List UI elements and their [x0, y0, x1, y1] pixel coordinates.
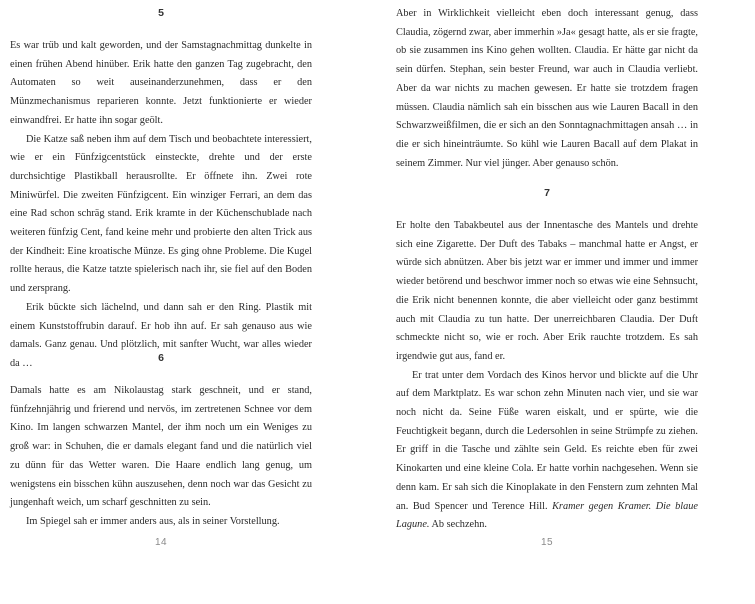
paragraph: Damals hatte es am Nikolaustag stark geschneit, und er stand, fünfzehnjährig und frierend und nervös, im zertretenen Schnee vor dem Kino. Im langen schwarzen Mantel, der ihm noch um ein Weniges zu groß war: in Schuhen, die er damals elegant fand und die natürlich viel zu dünn für das Wetter waren. Die Haare endlich lang genug, um wenigstens ein bisschen kühn auszusehen, denn noch war das Gesicht zu jungenhaft weich, um scharf geschnitten zu sein.	[10, 385, 312, 509]
paragraph-text: Er trat unter dem Vordach des Kinos hervor und blickte auf die Uhr auf dem Marktplatz. Es war schon zehn Minuten nach vier, und sie war noch nicht da. Seine Füße waren eiskalt, und er spürte, wie die Feuchtigkeit begann, durch die Ledersohlen in seine Strümpfe zu ziehen. Er griff in die Tasche und zählte sein Geld. Es reichte eben für zwei Kinokarten und eine kleine Cola. Er hatte vorhin nachgesehen. Wenn sie denn kam. Er sah sich die Kinoplakate in den Fenstern zum zehnten Mal an. Bud Spencer und Terence Hill.	[396, 369, 698, 512]
paragraph: Im Spiegel sah er immer anders aus, als in seiner Vorstellung.	[26, 515, 280, 527]
page-number: 14	[154, 537, 168, 548]
chapter-number: 7	[544, 187, 550, 199]
paragraph	[396, 367, 698, 535]
paragraph: Erik bückte sich lächelnd, und dann sah er den Ring. Plastik mit einem Kunststoffrubin darauf. Er hob ihn auf. Er sah genauso aus wie damals. Ganz genau. Und plötzlich, mit sanfter Wucht, war alles wieder da …	[10, 301, 312, 369]
left-page	[10, 0, 312, 604]
page-number: 15	[540, 537, 554, 548]
chapter-6-continuation	[396, 5, 698, 173]
paragraph: Aber in Wirklichkeit vielleicht eben doch interessant genug, dass Claudia, zögernd zwar, aber immerhin »Ja« gesagt hatte, als er sie fragte, ob sie zusammen ins Kino gehen wollten. Claudia. Er hätte gar nicht da sein dürfen. Stephan, sein bester Freund, war auch in Claudia verliebt. Aber da war nichts zu machen gewesen. Er hatte sie trotzdem fragen müssen. Claudia nämlich sah ein bisschen aus wie Lauren Bacall in den Schwarzweißfilmen, die er sich an den Sonntagnachmittagen ansah … in die er sich hineinträumte. So kühl wie Lauren Bacall auf dem Plakat in seinem Zimmer. Nur viel jünger. Aber genauso schön.	[396, 8, 698, 169]
chapter-5	[10, 6, 312, 374]
chapter-number: 5	[158, 7, 164, 19]
chapter-number: 6	[158, 352, 164, 364]
paragraph: Es war trüb und kalt geworden, und der Samstagnachmittag dunkelte in einen frühen Abend hinüber. Erik hatte den ganzen Tag zugebracht, den Automaten so weit auseinanderzunehmen, dass er den Münzmechanismus reparieren konnte. Jetzt funktionierte er wieder einwandfrei. Er hatte ihn sogar geölt.	[10, 40, 312, 126]
paragraph-tail: Ab sechzehn.	[431, 519, 487, 531]
paragraph: Die Katze saß neben ihm auf dem Tisch und beobachtete interessiert, wie er ein Fünfzigcentstück einsteckte, drehte und der erste durchsichtige Plastikball herausrollte. Er öffnete ihn. Zwei rote Miniwürfel. Die zweiten Fünfzigcent. Ein winziger Ferrari, an dem das eine Rad schon schräg stand. Erik kramte in der Küchenschublade nach weiteren fünfzig Cent, fand keine mehr und probierte den alten Trick aus der Kindheit: Eine kroatische Münze. Es ging ohne Probleme. Die Kugel rollte heraus, die Katze tatzte spielerisch nach ihr, sie fiel auf den Boden und zersprang.	[10, 133, 312, 295]
paragraph: Er holte den Tabakbeutel aus der Innentasche des Mantels und drehte sich eine Zigarette. Der Duft des Tabaks – manchmal hatte er Angst, er würde sich abnützen. Aber bis jetzt war er immer und immer und immer wieder betörend und beschwor immer noch so etwas wie eine Sehnsucht, die Erik nicht benennen konnte, die aber vielleicht oder ganz bestimmt auch mit Claudia zu tun hatte. Der unerreichbaren Claudia. Der Duft schmeckte nicht so, wie er roch. Aber Erik rauchte trotzdem. Es sah irgendwie gut aus, fand er.	[396, 220, 698, 362]
film-titles: Kramer gegen Kramer. Die blaue Lagune.	[396, 500, 698, 531]
right-page	[396, 0, 698, 604]
chapter-7	[396, 186, 698, 535]
chapter-6	[10, 351, 312, 532]
